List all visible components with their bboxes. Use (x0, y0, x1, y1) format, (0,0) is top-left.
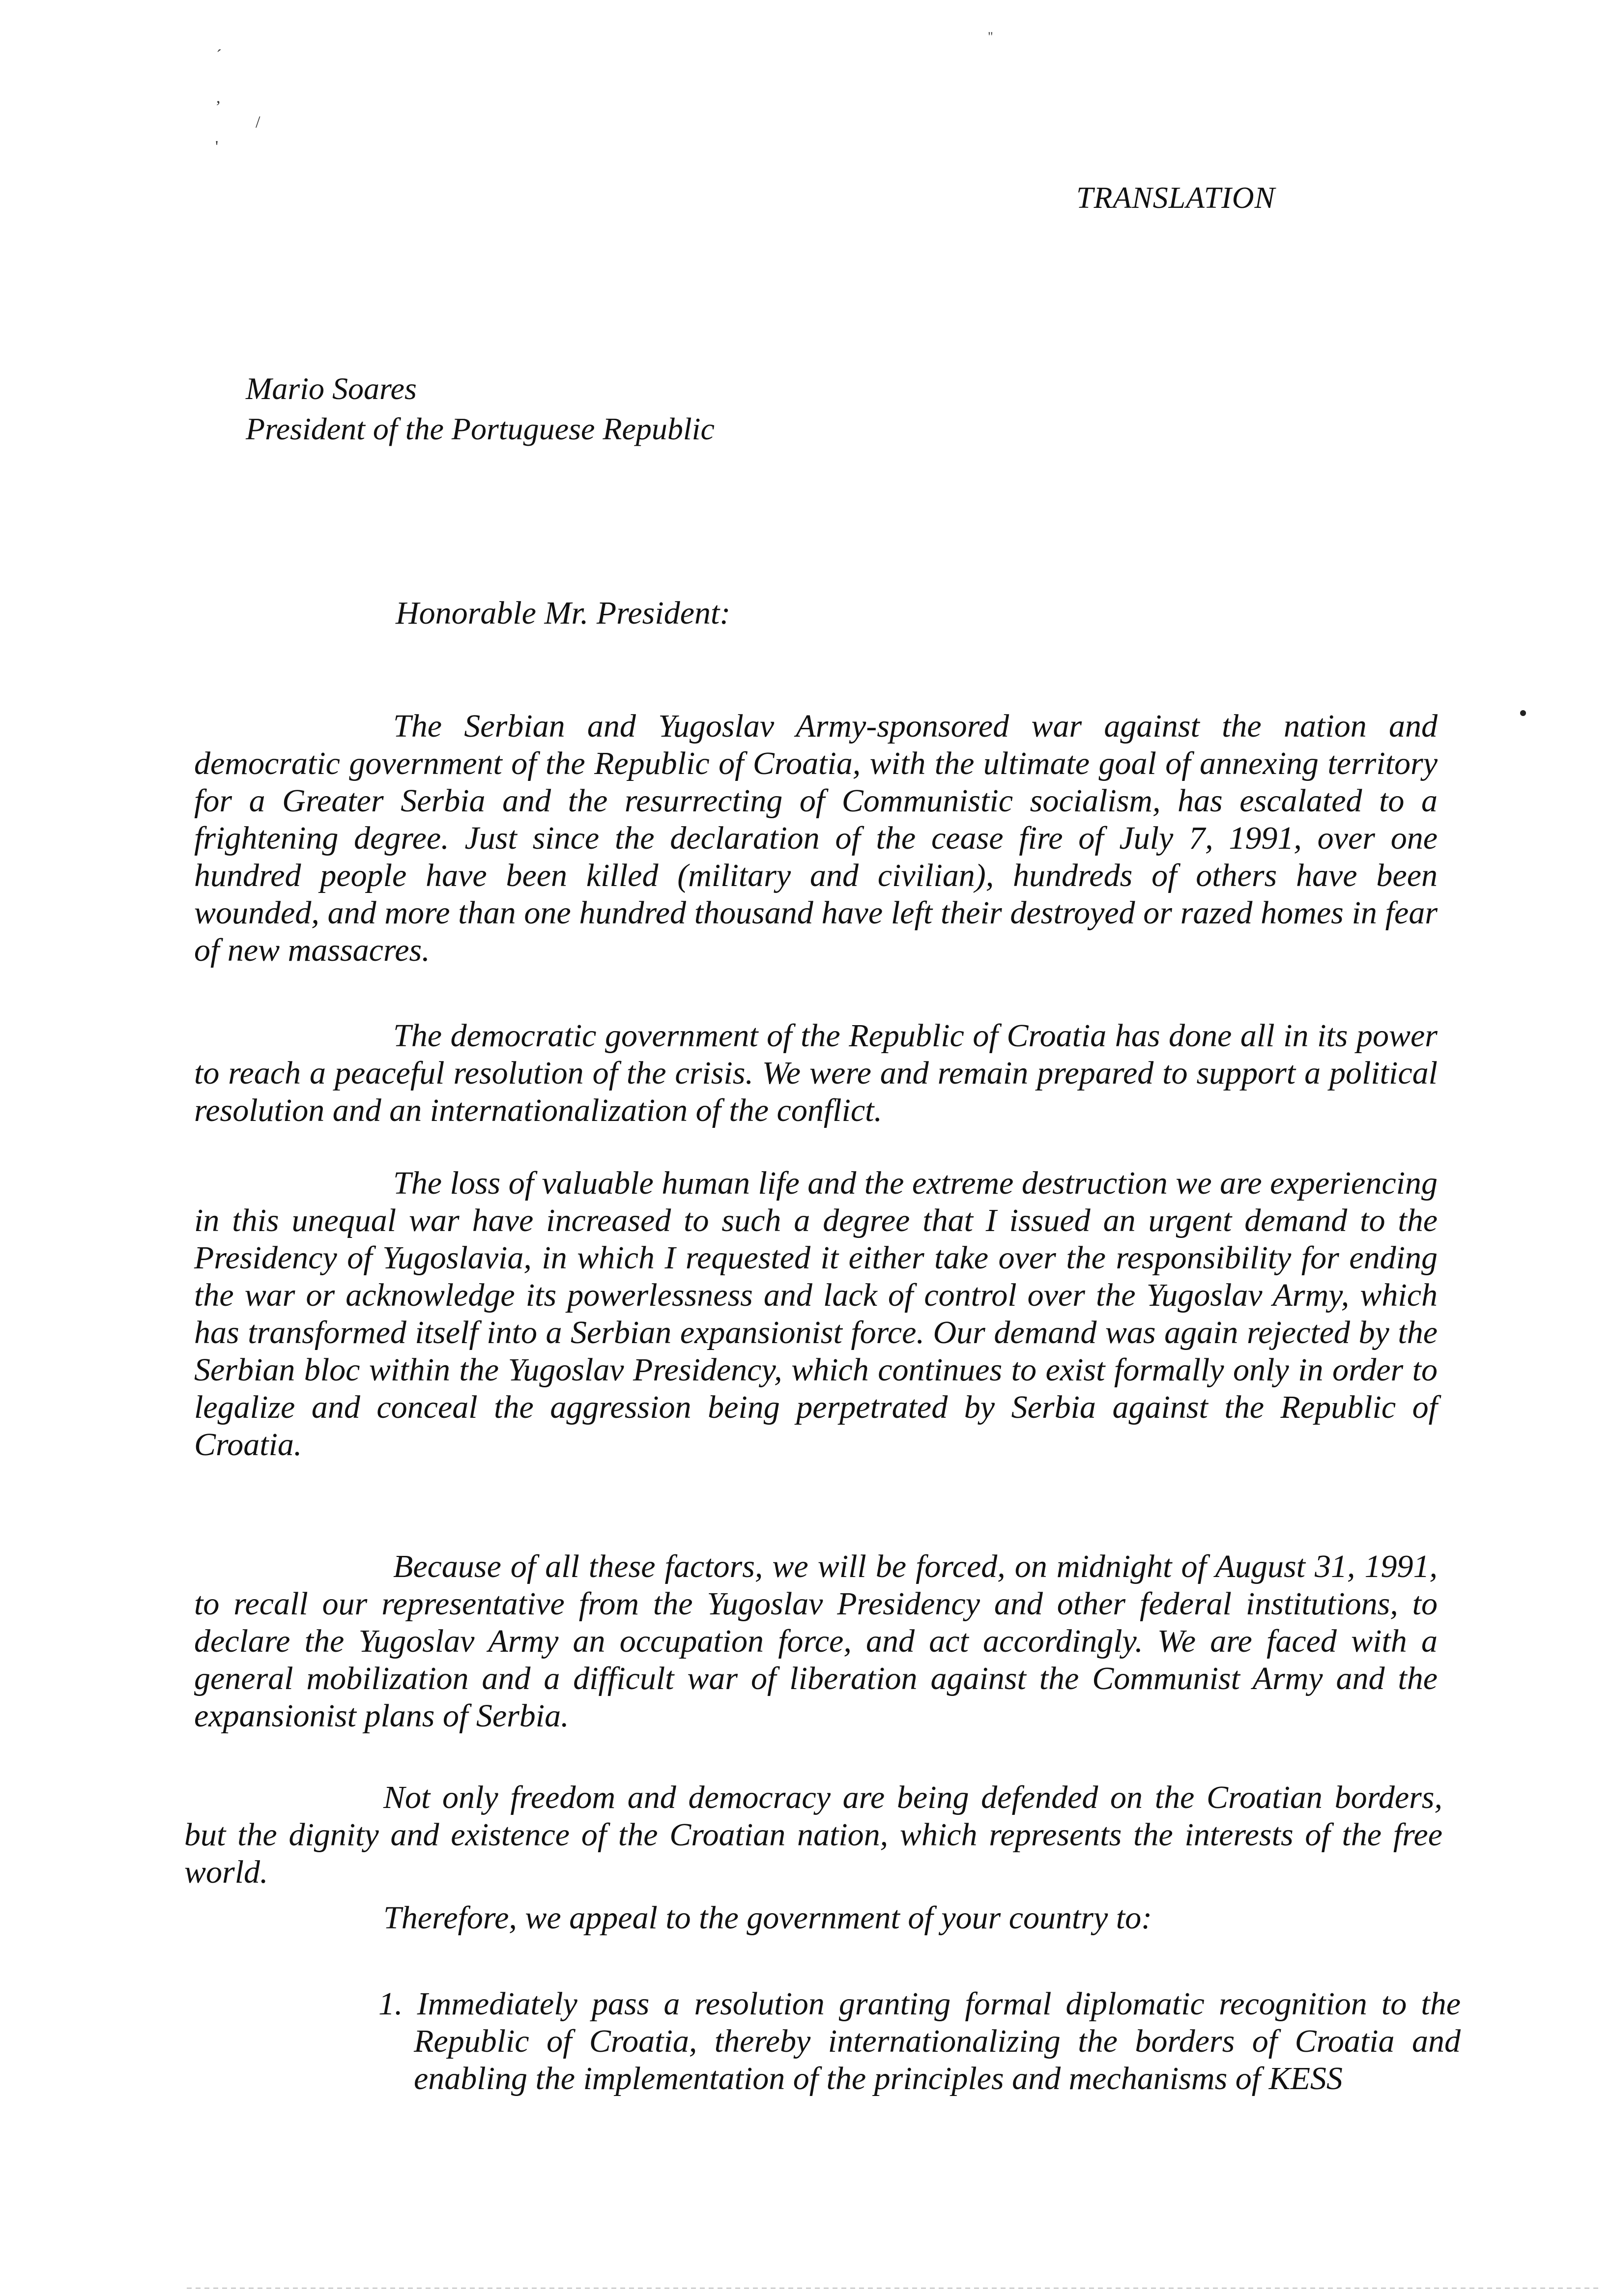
addressee-block (246, 369, 715, 449)
body-paragraph: The loss of valuable human life and the extreme destruction we are experiencing in this unequal war have increased to such a degree that I issued an urgent demand to the Presidency of Yugoslavia, in which I requested it either take over the responsibility for ending the war or acknowledge its powerlessness and lack of control over the Yugoslav Army, which has transformed itself into a Serbian expansionist force. Our demand was again rejected by the Serbian bloc within the Yugoslav Presidency, which continues to exist formally only in order to legalize and conceal the aggression being perpetrated by Serbia against the Republic of Croatia. (194, 1165, 1438, 1463)
salutation: Honorable Mr. President: (396, 595, 731, 631)
body-paragraph: Not only freedom and democracy are being defended on the Croatian borders, but the dignity and existence of the Croatian nation, which represents the interests of the free world. (184, 1779, 1442, 1890)
scan-dot (1520, 710, 1526, 716)
scan-edge-line (187, 2288, 1602, 2289)
scan-speck: , (216, 88, 221, 107)
document-heading: TRANSLATION (1076, 181, 1275, 215)
addressee-name: Mario Soares (246, 371, 417, 406)
scan-speck: ' (215, 138, 219, 156)
scan-speck: " (988, 29, 993, 44)
scan-speck: ´ (216, 47, 222, 65)
scan-speck: / (256, 113, 260, 131)
appeal-line: Therefore, we appeal to the government of your country to: (383, 1900, 1152, 1936)
body-paragraph: The Serbian and Yugoslav Army-sponsored war against the nation and democratic government of the Republic of Croatia, with the ultimate goal of annexing territory for a Greater Serbia and the resurrecting of Communistic socialism, has escalated to a frightening degree. Just since the declaration of the cease fire of July 7, 1991, over one hundred people have been killed (military and civilian), hundreds of others have been wounded, and more than one hundred thousand have left their destroyed or razed homes in fear of new massacres. (194, 708, 1438, 968)
body-paragraph: Because of all these factors, we will be forced, on midnight of August 31, 1991, to recall our representative from the Yugoslav Presidency and other federal institutions, to declare the Yugoslav Army an occupation force, and act accordingly. We are faced with a general mobilization and a difficult war of liberation against the Communist Army and the expansionist plans of Serbia. (194, 1549, 1438, 1734)
list-item: 1. Immediately pass a resolution granting formal diplomatic recognition to the Republic of Croatia, thereby internationalizing the borders of Croatia and enabling the implementation of the principles and mechanisms of KESS (378, 1986, 1461, 2096)
addressee-title: President of the Portuguese Republic (246, 411, 715, 446)
body-paragraph: The democratic government of the Republic of Croatia has done all in its power to reach a peaceful resolution of the crisis. We were and remain prepared to support a political resolution and an internationalization of the conflict. (194, 1018, 1438, 1128)
